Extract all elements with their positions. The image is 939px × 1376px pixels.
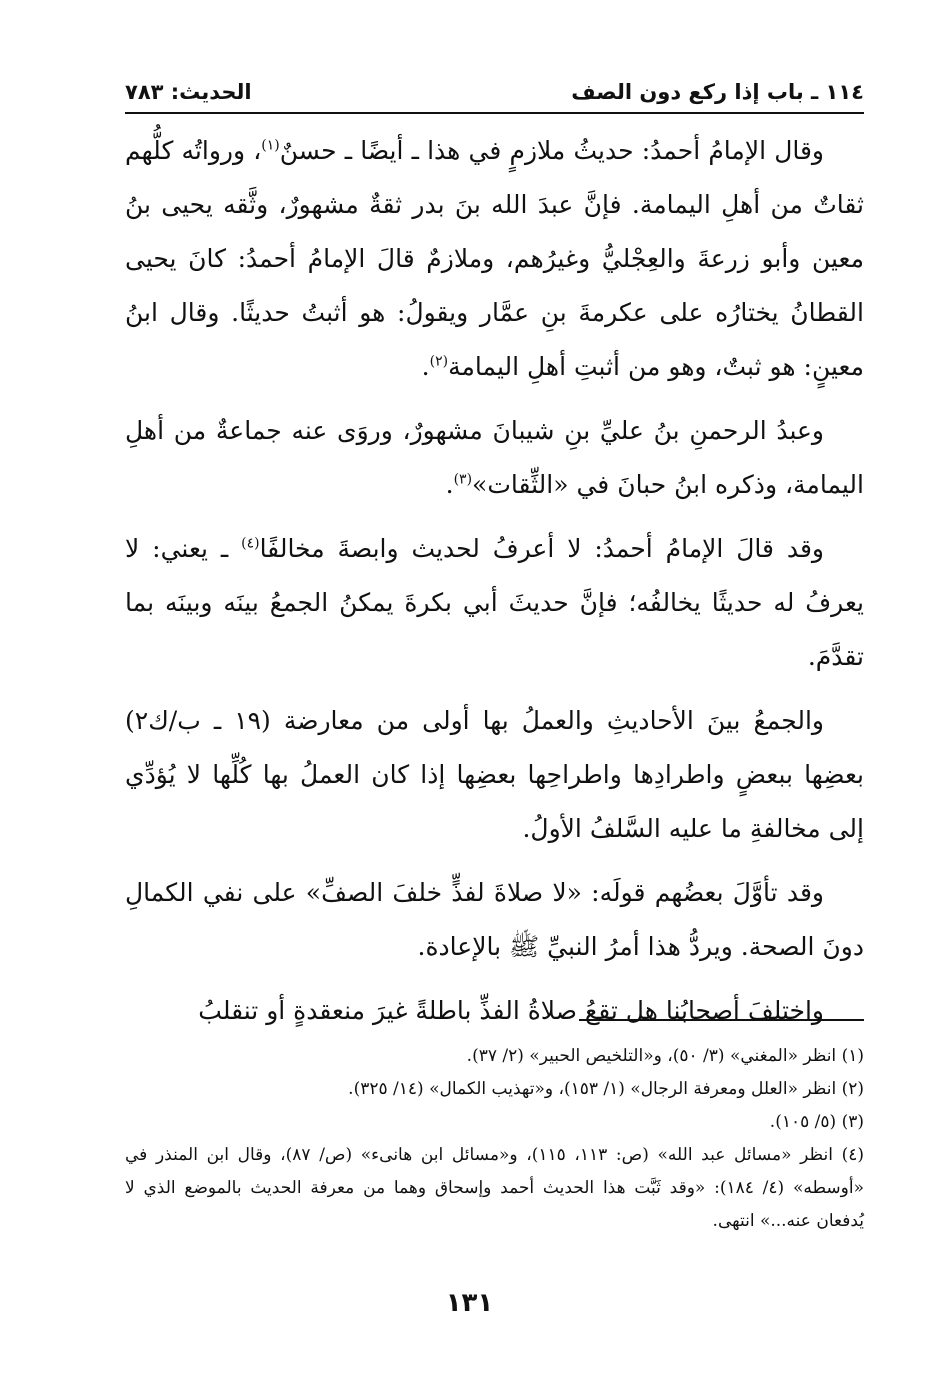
footnote (125, 1040, 864, 1073)
text-segment: وقد قالَ الإمامُ أحمدُ: لا أعرفُ لحديث وابصةَ مخالفًا (259, 534, 824, 563)
paragraph (125, 866, 864, 974)
footnote-marker[interactable]: (٣) (453, 471, 473, 488)
paragraph (125, 124, 864, 394)
footnote-marker[interactable]: (٤) (241, 535, 260, 552)
header-divider (125, 112, 864, 114)
chapter-title: ١١٤ ـ باب إذا ركع دون الصف (571, 80, 864, 104)
paragraph (125, 694, 864, 856)
footnote-number: (٤) (841, 1145, 864, 1165)
hadith-number: الحديث: ٧٨٣ (125, 80, 252, 104)
footnote-text: انظر «العلل ومعرفة الرجال» (١/ ١٥٣)، و«تهذيب الكمال» (١٤/ ٣٢٥). (348, 1079, 837, 1099)
footnotes (125, 1040, 864, 1238)
footnote-marker[interactable]: (٢) (429, 353, 449, 370)
text-segment: وقد تأوَّلَ بعضُهم قولَه: «لا صلاةَ لفذٍّ خلفَ الصفِّ» على نفي الكمالِ دونَ الصحة. ويردُّ هذا أمرُ النبيِّ ﷺ بالإعادة. (125, 878, 864, 961)
footnote-text: انظر «مسائل عبد الله» (ص: ١١٣، ١١٥)، و«مسائل ابن هانىء» (ص/ ٨٧)، وقال ابن المنذر في «أوسطه» (٤/ ١٨٤): «وقد ثَبَّت هذا الحديث أحمد وإسحاق وهما من معرفة الحديث بالموضع الذي لا يُدفعان عنه...» انتهى. (125, 1145, 864, 1231)
paragraph (125, 984, 864, 1038)
footnote-divider (579, 1019, 864, 1021)
footnote-marker[interactable]: (١) (261, 137, 280, 154)
page-number: ١٣١ (445, 1288, 494, 1318)
text-segment: وقال الإمامُ أحمدُ: حديثُ ملازمٍ في هذا ـ أيضًا ـ حسنٌ (279, 136, 824, 165)
footnote-text: (٥/ ١٠٥). (769, 1112, 837, 1132)
text-segment: واختلفَ أصحابُنا هل تقعُ صلاةُ الفذِّ باطلةً غيرَ منعقدةٍ أو تنقلبُ (198, 996, 824, 1025)
text-segment: وعبدُ الرحمنِ بنُ عليِّ بنِ شيبانَ مشهورٌ، وروَى عنه جماعةٌ من أهلِ اليمامة، وذكره ابنُ حبانَ في «الثِّقات» (125, 416, 864, 499)
paragraph (125, 522, 864, 684)
text-segment: ـ يعني: لا يعرفُ له حديثًا يخالفُه؛ فإنَّ حديثَ أبي بكرةَ يمكنُ الجمعُ بينَه وبينَه بما تقدَّمَ. (125, 534, 864, 671)
footnote-text: انظر «المغني» (٣/ ٥٠)، و«التلخيص الحبير» (٢/ ٣٧). (466, 1046, 837, 1066)
footnote (125, 1073, 864, 1106)
footnote-number: (١) (841, 1046, 864, 1066)
text-segment: ، ورواتُه كلُّهم ثقاتٌ من أهلِ اليمامة. فإنَّ عبدَ الله بنَ بدر ثقةٌ مشهورٌ، وثَّقه يحيى بنُ معين وأبو زرعةَ والعِجْليُّ وغيرُهم، وملازمٌ قالَ الإمامُ أحمدُ: كانَ يحيى القطانُ يختارُه على عكرمةَ بنِ عمَّار ويقولُ: هو أثبتُ حديثًا. وقال ابنُ معينٍ: هو ثبتٌ، وهو من أثبتِ أهلِ اليمامة (125, 136, 864, 381)
page-header (125, 72, 864, 112)
footnote-number: (٣) (841, 1112, 864, 1132)
footnote (125, 1106, 864, 1139)
footnote (125, 1139, 864, 1238)
paragraph (125, 404, 864, 512)
main-text (125, 124, 864, 1048)
text-segment: . (445, 470, 454, 499)
footnote-number: (٢) (841, 1079, 864, 1099)
text-segment: والجمعُ بينَ الأحاديثِ والعملُ بها أولى من معارضة (١٩ ـ ب/ك٢) بعضِها ببعضٍ واطرادِها واطراحِها بعضِها إذا كان العملُ بها كُلِّها لا يُؤدِّي إلى مخالفةِ ما عليه السَّلفُ الأولُ. (125, 706, 864, 843)
text-segment: . (421, 352, 430, 381)
